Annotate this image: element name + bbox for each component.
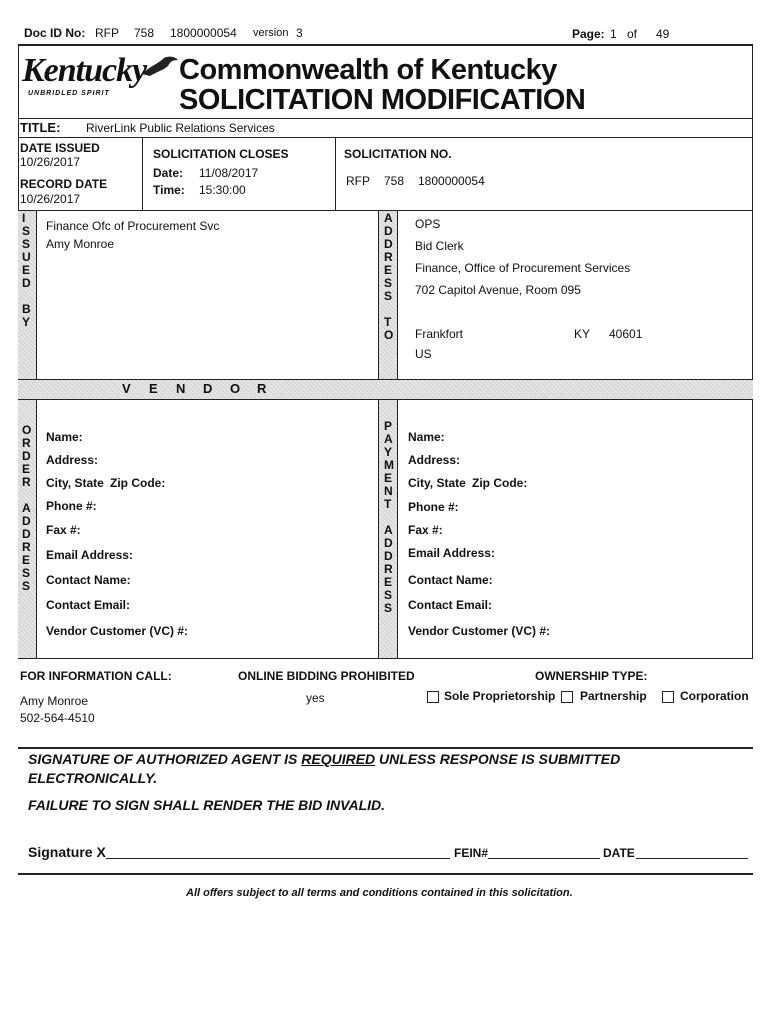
footer-note: All offers subject to all terms and conditions contained in this solicitation.	[186, 887, 573, 899]
close-date-value: 11/08/2017	[199, 166, 259, 180]
sol-no-label: SOLICITATION NO.	[344, 147, 452, 161]
address-to-line3: Finance, Office of Procurement Services	[415, 261, 631, 275]
fein-label: FEIN#	[454, 846, 489, 860]
address-to-state: KY	[574, 327, 591, 341]
issued-by-line1: Finance Ofc of Procurement Svc	[46, 219, 220, 233]
address-to-line2: Bid Clerk	[415, 239, 464, 253]
record-date-value: 10/26/2017	[20, 192, 81, 206]
page-num: 1	[610, 27, 617, 41]
page-total: 49	[656, 27, 670, 41]
corporation-label: Corporation	[680, 689, 749, 703]
sol-num2: 1800000054	[418, 174, 485, 188]
corporation-checkbox[interactable]	[662, 691, 674, 703]
sol-type: RFP	[346, 174, 370, 188]
of-label: of	[627, 27, 638, 41]
pay-zip-label: Zip Code:	[472, 476, 528, 490]
horse-icon	[140, 54, 180, 78]
partnership-label: Partnership	[580, 689, 647, 703]
vendor-banner-text: V E N D O R	[122, 381, 267, 396]
version-label: version	[253, 27, 289, 39]
issued-by-letters: I S S U E D B Y	[22, 211, 31, 329]
address-to-line1: OPS	[415, 217, 441, 231]
doc-num2: 1800000054	[170, 26, 237, 40]
close-time-label: Time:	[153, 183, 185, 197]
date-issued-value: 10/26/2017	[20, 155, 81, 169]
pay-phone-label: Phone #:	[408, 500, 459, 514]
close-time-value: 15:30:00	[199, 183, 246, 197]
title-value: RiverLink Public Relations Services	[86, 121, 275, 135]
logo-tagline: UNBRIDLED SPIRIT	[28, 90, 110, 97]
payment-address-letters: P A Y M E N T A D D R E S S	[384, 419, 394, 615]
issued-by-line2: Amy Monroe	[46, 237, 115, 251]
doc-num1: 758	[134, 26, 155, 40]
pay-address-label: Address:	[408, 453, 461, 467]
address-to-letters: A D D R E S S T O	[384, 211, 394, 342]
page-label: Page:	[572, 27, 605, 41]
logo-text: Kentucky	[22, 52, 147, 89]
date-issued-label: DATE ISSUED	[20, 141, 100, 155]
order-phone-label: Phone #:	[46, 499, 97, 513]
sole-proprietorship-checkbox[interactable]	[427, 691, 439, 703]
title-label: TITLE:	[20, 120, 61, 135]
record-date-label: RECORD DATE	[20, 177, 108, 191]
pay-email-label: Email Address:	[408, 546, 495, 560]
failure-to-sign: FAILURE TO SIGN SHALL RENDER THE BID INVALID.	[28, 797, 386, 813]
pay-fax-label: Fax #:	[408, 523, 443, 537]
signature-required-line1: SIGNATURE OF AUTHORIZED AGENT IS REQUIRED UNLESS RESPONSE IS SUBMITTED	[28, 751, 621, 767]
address-to-country: US	[415, 347, 432, 361]
order-zip-label: Zip Code:	[110, 476, 166, 490]
date-label: DATE	[603, 846, 635, 860]
date-field[interactable]	[636, 858, 748, 859]
online-bidding-value: yes	[306, 691, 325, 705]
order-fax-label: Fax #:	[46, 523, 81, 537]
order-city-state-label: City, State	[46, 476, 104, 490]
order-email-label: Email Address:	[46, 548, 133, 562]
pay-city-state-label: City, State	[408, 476, 466, 490]
ownership-type-label: OWNERSHIP TYPE:	[535, 669, 648, 683]
sole-proprietorship-label: Sole Proprietorship	[444, 689, 556, 703]
signature-required-line2: ELECTRONICALLY.	[28, 770, 158, 786]
order-address-label: Address:	[46, 453, 99, 467]
fein-field[interactable]	[488, 858, 600, 859]
address-to-city: Frankfort	[415, 327, 464, 341]
online-bidding-label: ONLINE BIDDING PROHIBITED	[238, 669, 415, 683]
pay-vc-label: Vendor Customer (VC) #:	[408, 624, 551, 638]
pay-name-label: Name:	[408, 430, 445, 444]
title-commonwealth: Commonwealth of Kentucky	[179, 54, 557, 86]
doc-id-label: Doc ID No:	[24, 26, 86, 40]
info-contact-name: Amy Monroe	[20, 694, 89, 708]
close-date-label: Date:	[153, 166, 184, 180]
order-name-label: Name:	[46, 430, 83, 444]
signature-label: Signature X	[28, 844, 106, 860]
order-contact-name-label: Contact Name:	[46, 573, 131, 587]
address-to-line4: 702 Capitol Avenue, Room 095	[415, 283, 581, 297]
info-call-label: FOR INFORMATION CALL:	[20, 669, 172, 683]
sol-closes-label: SOLICITATION CLOSES	[153, 147, 289, 161]
title-solicitation-modification: SOLICITATION MODIFICATION	[179, 84, 586, 116]
signature-field[interactable]	[106, 858, 450, 859]
kentucky-logo	[22, 52, 177, 104]
order-contact-email-label: Contact Email:	[46, 598, 131, 612]
doc-type: RFP	[95, 26, 119, 40]
info-contact-phone: 502-564-4510	[20, 711, 95, 725]
pay-contact-email-label: Contact Email:	[408, 598, 493, 612]
order-address-letters: O R D E R A D D R E S S	[22, 423, 32, 593]
pay-contact-name-label: Contact Name:	[408, 573, 493, 587]
address-to-zip: 40601	[609, 327, 643, 341]
version-num: 3	[296, 26, 303, 40]
order-vc-label: Vendor Customer (VC) #:	[46, 624, 189, 638]
sol-num1: 758	[384, 174, 405, 188]
partnership-checkbox[interactable]	[561, 691, 573, 703]
